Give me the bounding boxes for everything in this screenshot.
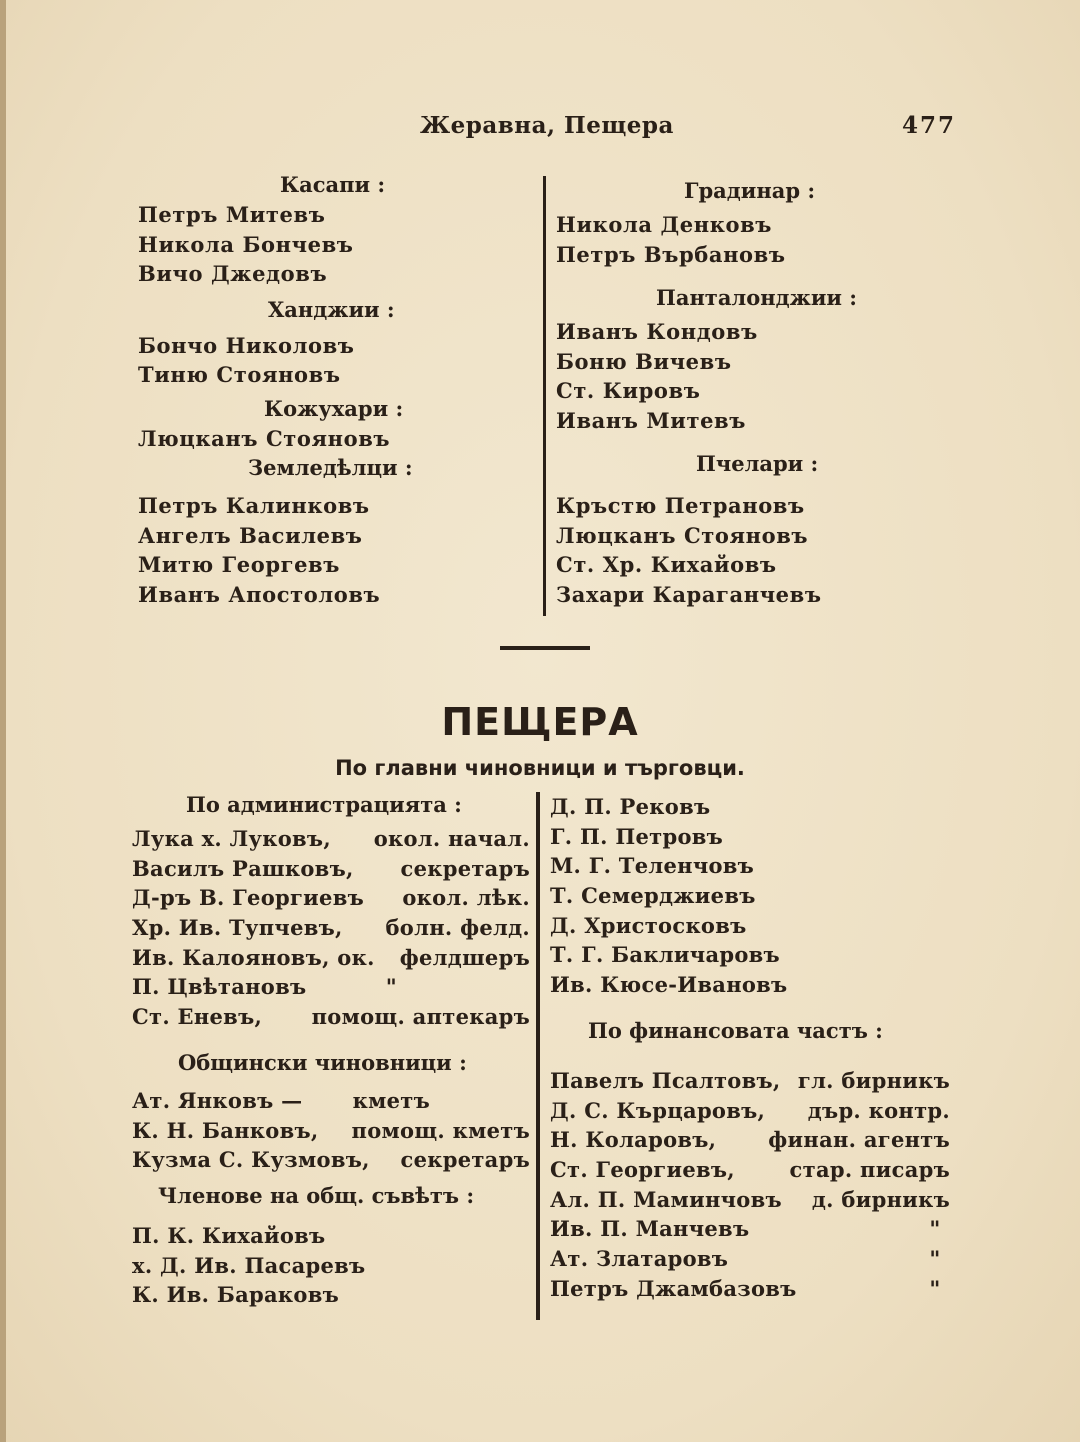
person-role: окол. начал. bbox=[373, 826, 530, 851]
list-item: х. Д. Ив. Пасаревъ bbox=[132, 1252, 366, 1278]
list-item bbox=[132, 883, 530, 913]
section-heading: Земледѣлци : bbox=[248, 455, 413, 480]
ditto-mark: " bbox=[929, 1216, 941, 1242]
person-role: стар. писаръ bbox=[789, 1156, 950, 1182]
list-item bbox=[550, 1214, 950, 1244]
person-name: П. Цвѣтановъ bbox=[132, 974, 307, 1000]
list-item: Никола Денковъ bbox=[556, 212, 772, 237]
list-item bbox=[550, 1096, 950, 1126]
person-role: д. бирникъ bbox=[811, 1186, 950, 1212]
person-name: Кузма С. Кузмовъ, bbox=[132, 1147, 370, 1173]
zheravna-left-column bbox=[138, 170, 418, 609]
list-item: Иванъ Апостоловъ bbox=[138, 581, 381, 607]
list-item bbox=[550, 1155, 950, 1185]
ditto-mark: " bbox=[385, 974, 398, 1000]
person-role: дър. контр. bbox=[807, 1097, 950, 1123]
person-role: гл. бирникъ bbox=[797, 1067, 950, 1093]
list-item: Т. Г. Бакличаровъ bbox=[550, 942, 780, 968]
person-name: Василъ Рашковъ, bbox=[132, 855, 354, 881]
list-item: Ангелъ Василевъ bbox=[138, 522, 363, 548]
section-heading: Ханджии : bbox=[268, 296, 395, 322]
list-item: Петръ Митевъ bbox=[138, 202, 326, 227]
person-role: секретаръ bbox=[400, 1147, 530, 1173]
section-heading: По финансовата частъ : bbox=[588, 1017, 883, 1043]
section-divider-rule bbox=[500, 646, 590, 650]
section-heading: Панталонджии : bbox=[656, 285, 858, 310]
list-item: Т. Семерджиевъ bbox=[550, 883, 756, 909]
person-role: секретаръ bbox=[400, 855, 530, 881]
section-heading: Градинар : bbox=[684, 178, 816, 203]
person-name: Д-ръ В. Георгиевъ bbox=[132, 885, 365, 911]
list-item: Кръстю Петрановъ bbox=[556, 493, 805, 518]
running-header bbox=[0, 112, 1080, 144]
list-item: Ив. Кюсе-Ивановъ bbox=[550, 972, 788, 998]
person-role: фелдшеръ bbox=[399, 944, 530, 970]
list-item: Петръ Върбановъ bbox=[556, 241, 786, 267]
page-number: 477 bbox=[902, 112, 957, 139]
list-item: Д. П. Рековъ bbox=[550, 794, 711, 819]
person-name: К. Н. Банковъ, bbox=[132, 1117, 319, 1143]
list-item: Иванъ Кондовъ bbox=[556, 319, 758, 344]
person-role: болн. фелд. bbox=[385, 915, 530, 941]
person-role: помощ. аптекаръ bbox=[311, 1004, 530, 1030]
running-title: Жеравна, Пещера bbox=[420, 112, 674, 139]
list-item: Петръ Калинковъ bbox=[138, 493, 370, 518]
section-heading: По администрацията : bbox=[186, 792, 462, 817]
person-name: Петръ Джамбазовъ bbox=[550, 1275, 797, 1301]
ditto-mark: " bbox=[929, 1275, 941, 1301]
person-name: Д. С. Кърцаровъ, bbox=[550, 1097, 766, 1123]
list-item: Г. П. Петровъ bbox=[550, 823, 724, 849]
list-item: Боню Вичевъ bbox=[556, 348, 732, 374]
list-item: Ст. Хр. Кихайовъ bbox=[556, 552, 777, 577]
town-subtitle: По главни чиновници и търговци. bbox=[335, 756, 745, 780]
person-name: Ив. Калояновъ, ок. bbox=[132, 944, 375, 970]
list-item bbox=[132, 1002, 530, 1032]
list-item bbox=[550, 1185, 950, 1215]
peshtera-left-column bbox=[132, 790, 530, 1310]
person-name: Ив. П. Манчевъ bbox=[550, 1216, 750, 1242]
list-item bbox=[132, 1145, 530, 1175]
zheravna-right-column bbox=[556, 176, 886, 609]
person-role: окол. лѣк. bbox=[402, 885, 530, 911]
list-item bbox=[132, 1116, 530, 1146]
column-divider bbox=[536, 792, 540, 1320]
list-item bbox=[132, 943, 530, 973]
list-item: Захари Караганчевъ bbox=[556, 581, 822, 607]
list-item bbox=[132, 913, 530, 943]
list-item bbox=[550, 1244, 950, 1274]
person-role: кметъ bbox=[352, 1087, 430, 1113]
list-item: Иванъ Митевъ bbox=[556, 407, 746, 433]
person-name: Ат. Златаровъ bbox=[550, 1245, 729, 1271]
section-heading: Общински чиновници : bbox=[178, 1049, 467, 1075]
list-item: Д. Христосковъ bbox=[550, 912, 747, 938]
person-name: Ст. Георгиевъ, bbox=[550, 1156, 735, 1182]
list-item bbox=[132, 972, 530, 1002]
person-name: Хр. Ив. Тупчевъ, bbox=[132, 915, 343, 941]
list-item: Люцканъ Стояновъ bbox=[556, 522, 809, 548]
list-item: Вичо Джедовъ bbox=[138, 261, 328, 286]
list-item: Митю Георгевъ bbox=[138, 552, 340, 577]
person-name: Ст. Еневъ, bbox=[132, 1004, 263, 1030]
person-name: Н. Коларовъ, bbox=[550, 1127, 717, 1153]
list-item: Бончо Николовъ bbox=[138, 332, 355, 358]
list-item bbox=[550, 1125, 950, 1155]
list-item: Люцканъ Стояновъ bbox=[138, 425, 391, 451]
list-item: Никола Бончевъ bbox=[138, 231, 354, 257]
list-item: П. К. Кихайовъ bbox=[132, 1222, 326, 1248]
person-name: Павелъ Псалтовъ, bbox=[550, 1067, 781, 1093]
person-name: Ал. П. Маминчовъ bbox=[550, 1186, 782, 1212]
section-heading: Касапи : bbox=[280, 172, 386, 197]
person-name: Ат. Янковъ — bbox=[132, 1087, 303, 1113]
list-item bbox=[132, 824, 530, 854]
person-role: помощ. кметъ bbox=[351, 1117, 530, 1143]
list-item bbox=[550, 1274, 950, 1304]
section-heading: Членове на общ. съвѣтъ : bbox=[158, 1182, 475, 1208]
column-divider bbox=[543, 176, 546, 616]
person-name: Лука х. Луковъ, bbox=[132, 826, 331, 851]
list-item: Ст. Кировъ bbox=[556, 378, 701, 403]
list-item: К. Ив. Бараковъ bbox=[132, 1282, 339, 1308]
person-role: финан. агентъ bbox=[768, 1127, 950, 1153]
town-title: ПЕЩЕРА bbox=[441, 700, 639, 744]
list-item bbox=[550, 1066, 950, 1096]
peshtera-right-column bbox=[550, 792, 950, 1303]
list-item bbox=[132, 1086, 530, 1116]
list-item bbox=[132, 854, 530, 884]
list-item: М. Г. Теленчовъ bbox=[550, 853, 755, 879]
ditto-mark: " bbox=[929, 1245, 941, 1271]
list-item: Тиню Стояновъ bbox=[138, 362, 341, 387]
section-heading: Кожухари : bbox=[264, 395, 404, 421]
section-heading: Пчелари : bbox=[696, 451, 819, 476]
